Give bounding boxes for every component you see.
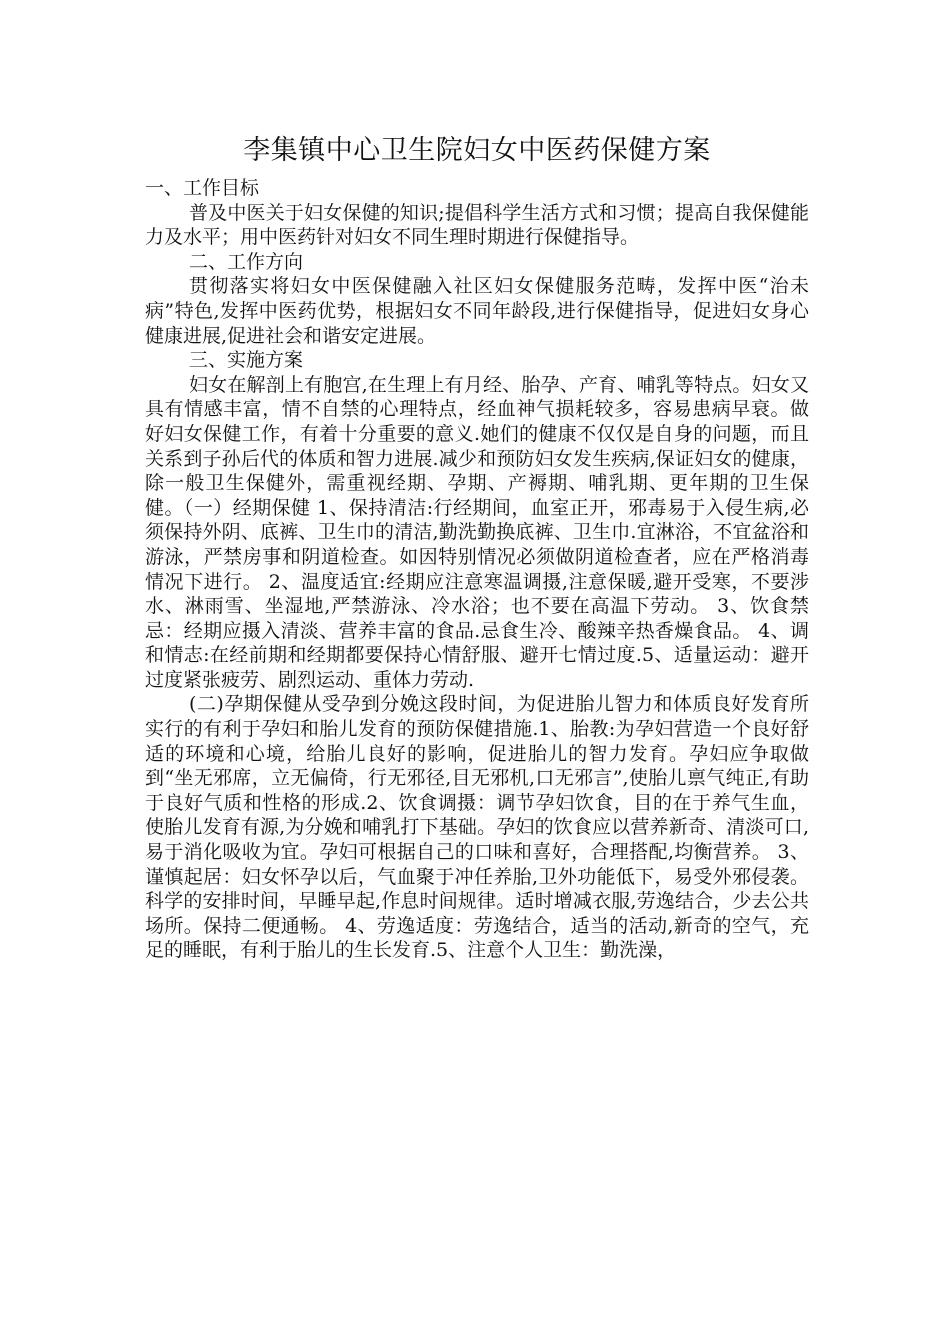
section-body-direction: 贯彻落实将妇女中医保健融入社区妇女保健服务范畴，发挥中医“治未病”特色,发挥中医药优势，根据妇女不同年龄段,进行保健指导，促进妇女身心健康进展,促进社会和谐安定进展。 [145,275,809,347]
document-title: 李集镇中心卫生院妇女中医药保健方案 [243,135,711,166]
section-heading-plan: 三、实施方案 [189,349,304,372]
section-body-plan: 妇女在解剖上有胞宫,在生理上有月经、胎孕、产育、哺乳等特点。妇女又具有情感丰富，情不自禁的心理特点，经血神气损耗较多，容易患病早衰。做好妇女保健工作，有着十分重要的意义.她们的健康不仅仅是自身的问题，而且关系到子孙后代的体质和智力进展.减少和预防妇女发生疾病,保证妇女的健康，除一般卫生保健外，需重视经期、孕期、产褥期、哺乳期、更年期的卫生保健。（一）经期保健 1、保持清洁:行经期间，血室正开，邪毒易于入侵生病,必须保持外阴、底裤、卫生巾的清洁,勤洗勤换底裤、卫生巾.宜淋浴，不宜盆浴和游泳，严禁房事和阴道检查。如因特别情况必须做阴道检查者，应在严格消毒情况下进行。 2、温度适宜:经期应注意寒温调摄,注意保暖,避开受寒，不要涉水、淋雨雪、坐湿地,严禁游泳、冷水浴；也不要在高温下劳动。 3、饮食禁忌：经期应摄入清淡、营养丰富的食品.忌食生冷、酸辣辛热香燥食品。 4、调和情志:在经前期和经期都要保持心情舒服、避开七情过度.5、适量运动：避开过度紧张疲劳、剧烈运动、重体力劳动. [145,373,809,691]
section-body-goals: 普及中医关于妇女保健的知识;提倡科学生活方式和习惯；提高自我保健能力及水平；用中医药针对妇女不同生理时期进行保健指导。 [145,201,809,249]
section-heading-goals: 一、工作目标 [145,177,260,199]
document-page [145,126,809,963]
section-heading-direction: 二、工作方向 [189,250,304,273]
section-body-pregnancy: (二)孕期保健从受孕到分娩这段时间，为促进胎儿智力和体质良好发育所实行的有利于孕妇和胎儿发育的预防保健措施.1、胎教:为孕妇营造一个良好舒适的环境和心境，给胎儿良好的影响，促进胎儿的智力发育。孕妇应争取做到“坐无邪席，立无偏倚，行无邪径,目无邪机,口无邪言”,使胎儿禀气纯正,有助于良好气质和性格的形成.2、饮食调摄：调节孕妇饮食，目的在于养气生血，使胎儿发育有源,为分娩和哺乳打下基础。孕妇的饮食应以营养新奇、清淡可口,易于消化吸收为宜。孕妇可根据自己的口味和喜好，合理搭配,均衡营养。 3、谨慎起居：妇女怀孕以后，气血聚于冲任养胎,卫外功能低下，易受外邪侵袭。科学的安排时间，早睡早起,作息时间规律。适时增减衣服,劳逸结合，少去公共场所。保持二便通畅。 4、劳逸适度：劳逸结合，适当的活动,新奇的空气，充足的睡眠，有利于胎儿的生长发育.5、注意个人卫生：勤洗澡， [145,693,809,962]
